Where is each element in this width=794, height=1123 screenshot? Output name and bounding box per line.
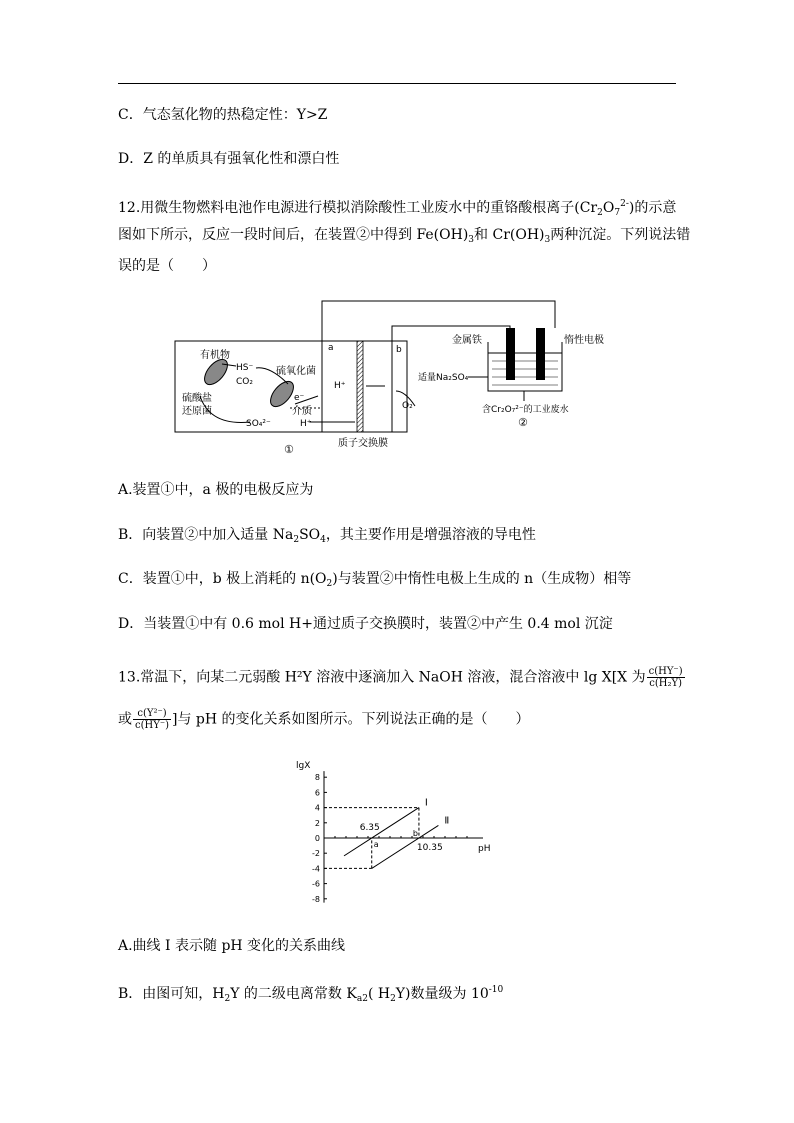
y-tick-label: -6 (312, 879, 320, 889)
label-inert: 惰性电极 (564, 335, 604, 346)
label-a: a (328, 343, 334, 353)
q13-option-a: A.曲线 I 表示随 pH 变化的关系曲线 (118, 938, 346, 954)
series-label-2: Ⅱ (444, 815, 450, 827)
q13-option-b: B．由图可知，$H_2Y$ 的二级电离常数 $K_{a2}$( $H_2Y$)数量级为 $10^{-10}$ (118, 985, 504, 1004)
annotation-10-35: 10.35 (416, 843, 443, 853)
q12-line2: 图如下所示，反应一段时间后，在装置②中得到 $Fe(OH)_3$和 $Cr(OH)_3$两种沉淀。下列说法错 (118, 227, 691, 245)
annotation-6-35: 6.35 (359, 823, 380, 833)
label-o2: O₂ (402, 401, 413, 411)
q12-option-a: A.装置①中，a 极的电极反应为 (118, 482, 314, 498)
wire-inner (392, 326, 510, 341)
y-tick-label: -2 (312, 849, 320, 859)
q12-option-d: D．当装置①中有 0.6 mol H+通过质子交换膜时，装置②中产生 0.4 mol 沉淀 (118, 616, 613, 632)
label-membrane: 质子交换膜 (338, 438, 388, 449)
series-line-1 (344, 808, 419, 856)
label-sulfur-oxidizer: 硫氧化菌 (276, 366, 316, 377)
y-tick-label: -4 (312, 864, 320, 874)
label-iron: 金属铁 (452, 335, 482, 346)
option-d-prev: D．Z 的单质具有强氧化性和漂白性 (118, 151, 340, 167)
label-so4: SO₄²⁻ (246, 419, 271, 429)
y-tick-label: 4 (314, 803, 320, 813)
y-axis-label: lgX (296, 761, 311, 772)
beaker-2 (488, 342, 562, 391)
label-circle-2: ② (518, 416, 528, 429)
label-hs: HS⁻ (236, 363, 254, 373)
q13-fraction-1: $\frac{c(HY^-)}{\text{c(H₂Y)}}$ (648, 666, 683, 689)
y-tick-label: 8 (314, 773, 320, 783)
annotation-b: b (412, 829, 419, 838)
q13-line1: 13.常温下，向某二元弱酸 H²Y 溶液中逐滴加入 NaOH 溶液，混合溶液中 lg X[X 为 $\frac{c(HY^-)}{\text{c(H₂Y)}}$ (118, 666, 683, 689)
label-co2: CO₂ (236, 377, 253, 387)
label-na2so4: 适量Na₂SO₄ (418, 373, 469, 383)
label-sulfate-reducer-2: 还原菌 (182, 406, 212, 417)
proton-membrane (357, 341, 363, 432)
q12-option-b: B．向装置②中加入适量 $Na_2SO_4$，其主要作用是增强溶液的导电性 (118, 527, 536, 545)
y-tick-label: 6 (314, 788, 320, 798)
inert-electrode (536, 328, 545, 380)
q12-line1: 12.用微生物燃料电池作电源进行模拟消除酸性工业废水中的重铬酸根离子$(Cr_2O_7^{2-})$的示意 (118, 199, 677, 218)
label-waste: 含Cr₂O₇²⁻的工业废水 (482, 405, 569, 415)
series-label-1: Ⅰ (424, 797, 428, 809)
q13-fraction-2: $\frac{\text{c(Y²⁻)}}{c(HY^-)}$ (135, 708, 170, 731)
wire-top (322, 301, 555, 341)
y-tick-label: 0 (314, 834, 320, 843)
y-tick-label: -8 (312, 894, 320, 904)
label-b: b (396, 345, 402, 355)
option-c-prev: C．气态氢化物的热稳定性：Y>Z (118, 107, 328, 123)
label-sulfate-reducer-1: 硫酸盐 (182, 393, 212, 404)
label-electron: e⁻ (294, 393, 305, 403)
label-hplus-left: H⁺ (300, 419, 312, 429)
header-rule (118, 83, 676, 84)
annotation-a: a (373, 840, 379, 849)
q12-diagram (170, 296, 620, 456)
q13-line2: 或 $\frac{\text{c(Y²⁻)}}{c(HY^-)}$ ]与 pH 的变化关系如图所示。下列说法正确的是（ ） (118, 708, 530, 731)
label-hplus-mid: H⁺ (334, 381, 346, 391)
y-tick-label: 2 (314, 818, 320, 828)
q12-option-c: C．装置①中，b 极上消耗的 $n(O_2)$与装置②中惰性电极上生成的 n（生成物）相等 (118, 571, 632, 589)
x-axis-label: pH (478, 844, 491, 854)
q12-line3: 误的是（ ） (118, 258, 216, 274)
label-organic: 有机物 (200, 350, 230, 361)
iron-electrode (506, 328, 515, 380)
label-circle-1: ① (284, 443, 294, 456)
q13-chart (288, 756, 498, 912)
label-medium: 介质 (292, 406, 312, 417)
